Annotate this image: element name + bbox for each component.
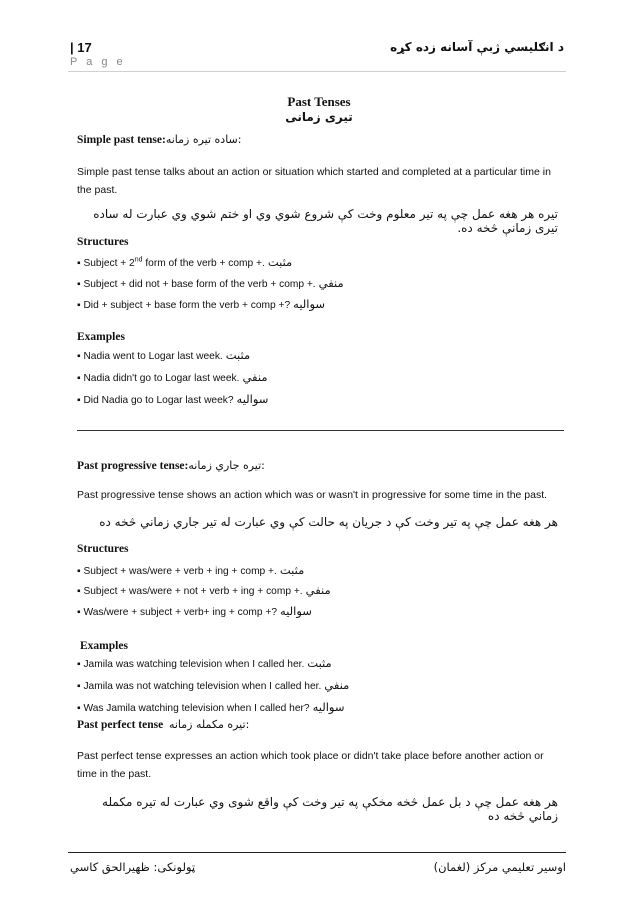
past-progressive-description: Past progressive tense shows an action which was or wasn't in progressive for some time in the past. [77, 489, 548, 501]
structure-pashto: مثبت [279, 563, 305, 577]
structure-pashto: سوالیه [280, 604, 312, 618]
list-item: ▪ Was Jamila watching television when I called her? سوالیه [77, 700, 345, 714]
list-item: ▪ Nadia went to Logar last week. مثبت [77, 348, 251, 362]
page-title: Past Tenses [287, 94, 351, 109]
structure-text: Subject + was/were + not + verb + ing + comp +. [83, 586, 303, 597]
footer-author: ټولونکی: ظهیرالحق کاسي [70, 860, 196, 874]
example-pashto: منفي [324, 678, 350, 692]
example-pashto: منفي [242, 370, 268, 384]
past-progressive-heading [77, 459, 265, 472]
list-item: ▪ Nadia didn't go to Logar last week. منفي [77, 370, 268, 384]
example-pashto: سوالیه [236, 392, 269, 406]
section-divider [77, 430, 564, 431]
book-title: د انګلیسي ژبې آسانه زده کړه [390, 40, 564, 54]
header-divider [68, 71, 566, 72]
list-item: ▪ Jamila was not watching television when I called her. منفي [77, 678, 350, 692]
example-text: Did Nadia go to Logar last week? [83, 395, 234, 406]
past-perfect-description: Past perfect tense expresses an action which took place or didn't take place before another action or time in the past. [77, 750, 544, 780]
structure-pashto: منفي [305, 583, 331, 597]
past-progressive-heading-ps: تیره جاري زمانه: [188, 459, 265, 472]
example-text: Was Jamila watching television when I called her? [83, 703, 310, 714]
structure-text: Was/were + subject + verb+ ing + comp +? [83, 607, 278, 618]
page-title-pashto: تیری زمانی [285, 110, 353, 124]
page-label: P a g e [70, 56, 126, 68]
simple-past-structures-heading: Structures [77, 236, 129, 248]
past-perfect-heading-ps: تیره مکمله زمانه: [168, 718, 250, 731]
past-progressive-examples-heading: Examples [80, 640, 128, 652]
list-item: ▪ Did + subject + base form the verb + comp +? سوالیه [77, 297, 326, 311]
structure-text: Subject + was/were + verb + ing + comp +. [83, 566, 277, 577]
past-perfect-pashto-line: هر هغه عمل چې د بل عمل څخه مخکې په تیر وخت کې واقع شوی وي عبارت له تیره مکمله زماني څخه ده [102, 795, 558, 823]
footer-divider [68, 852, 566, 853]
example-text: Nadia went to Logar last week. [83, 351, 223, 362]
example-pashto: سوالیه [312, 700, 345, 714]
past-perfect-heading [77, 718, 249, 731]
structure-text-rest: form of the verb + comp +. [142, 258, 265, 269]
list-item: ▪ Subject + 2nd form of the verb + comp +. مثبت [77, 255, 293, 269]
simple-past-pashto-line: تیره هر هغه عمل چې په تیر معلوم وخت کې شروع شوي وي او ختم شوي وي عبارت له ساده تیری زمانې څخه ده. [93, 207, 558, 235]
structure-pashto: منفي [318, 276, 344, 290]
past-progressive-pashto-line: هر هغه عمل چې په تیر وخت کې د جریان په حالت کې وي عبارت له تیر جاري زماني څخه ده [99, 515, 558, 529]
past-perfect-heading-en: Past perfect tense [77, 719, 164, 731]
structure-text: Did + subject + base form the verb + comp +? [83, 300, 291, 311]
structure-superscript: nd [134, 256, 143, 264]
example-text: Nadia didn't go to Logar last week. [83, 373, 240, 384]
list-item: ▪ Jamila was watching television when I called her. مثبت [77, 656, 332, 670]
structure-pashto: سوالیه [293, 297, 326, 311]
structure-pashto: مثبت [267, 255, 293, 269]
list-item: ▪ Subject + was/were + verb + ing + comp +. مثبت [77, 563, 305, 577]
simple-past-examples-heading: Examples [77, 331, 125, 343]
example-pashto: مثبت [225, 348, 251, 362]
simple-past-description: Simple past tense talks about an action or situation which started and completed at a particular time in the past. [77, 166, 551, 196]
simple-past-heading [77, 133, 241, 146]
list-item: ▪ Was/were + subject + verb+ ing + comp +? سوالیه [77, 604, 312, 618]
past-progressive-heading-en: Past progressive tense: [77, 460, 189, 472]
simple-past-heading-ps: ساده تیره زمانه: [165, 133, 242, 146]
structure-text: Subject + did not + base form of the verb + comp +. [83, 279, 316, 290]
example-pashto: مثبت [307, 656, 332, 670]
footer-institution: اوسیر تعلیمي مرکز (لغمان) [433, 860, 566, 874]
past-progressive-structures-heading: Structures [77, 543, 129, 555]
simple-past-heading-en: Simple past tense: [77, 134, 166, 146]
list-item: ▪ Subject + was/were + not + verb + ing + comp +. منفي [77, 583, 331, 597]
example-text: Jamila was watching television when I called her. [83, 659, 305, 670]
list-item: ▪ Did Nadia go to Logar last week? سوالیه [77, 392, 269, 406]
list-item: ▪ Subject + did not + base form of the verb + comp +. منفي [77, 276, 344, 290]
page-number: | 17 [70, 40, 92, 55]
structure-text: Subject + 2 [83, 258, 135, 269]
example-text: Jamila was not watching television when I called her. [83, 681, 322, 692]
